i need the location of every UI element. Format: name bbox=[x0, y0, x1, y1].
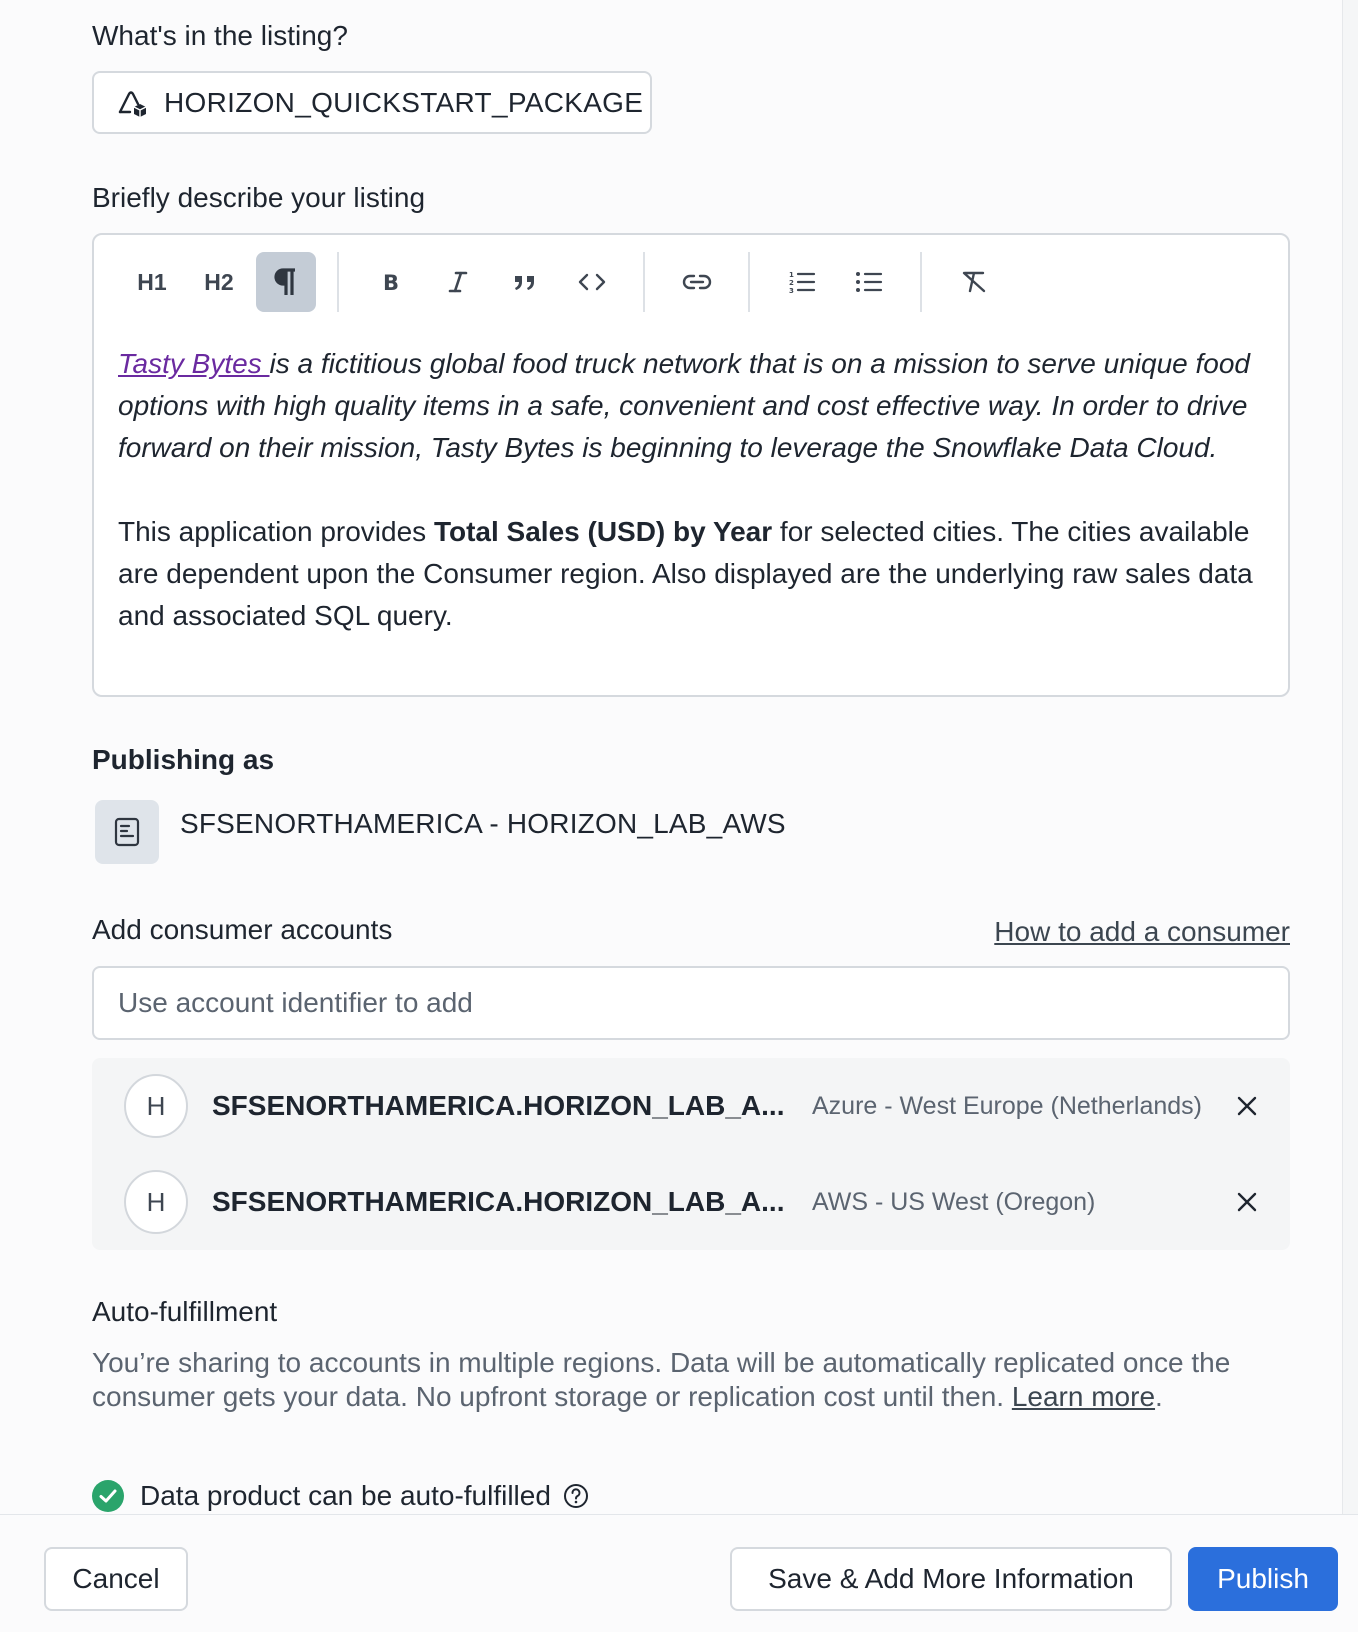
svg-text:2: 2 bbox=[789, 279, 794, 287]
clear-format-button[interactable] bbox=[944, 252, 1004, 312]
account-identifier-input[interactable] bbox=[92, 966, 1290, 1040]
listing-contents-label: What's in the listing? bbox=[92, 20, 348, 51]
clear-format-icon bbox=[961, 270, 987, 294]
paragraph-text: is a fictitious global food truck network that is on a mission to serve unique food options with high quality items in a safe, convenient and cost effective way. In order to drive forward on their mission, Tasty Bytes is beginning to leverage the Snowflake Data Cloud. bbox=[118, 348, 1251, 463]
how-to-add-consumer-link[interactable]: How to add a consumer bbox=[994, 916, 1290, 947]
tasty-bytes-link[interactable]: Tasty Bytes bbox=[118, 348, 270, 379]
code-icon bbox=[578, 272, 606, 292]
close-icon bbox=[1237, 1096, 1257, 1116]
bold-button[interactable] bbox=[361, 252, 421, 312]
svg-text:B: B bbox=[383, 271, 400, 294]
ordered-list-button[interactable] bbox=[772, 252, 832, 312]
bold-text: Total Sales (USD) by Year bbox=[433, 516, 773, 547]
toolbar-divider bbox=[337, 252, 339, 312]
close-icon bbox=[1237, 1192, 1257, 1212]
remove-account-button[interactable] bbox=[1232, 1187, 1262, 1217]
heading2-button[interactable]: H2 bbox=[204, 268, 234, 295]
toolbar-divider bbox=[748, 252, 750, 312]
cancel-button[interactable]: Cancel bbox=[44, 1547, 188, 1611]
pilcrow-icon bbox=[273, 267, 299, 297]
bullet-list-icon bbox=[855, 270, 883, 294]
publish-button[interactable]: Publish bbox=[1188, 1547, 1338, 1611]
publishing-as-label: Publishing as bbox=[92, 744, 275, 775]
editor-toolbar bbox=[122, 251, 1011, 313]
consumer-account-row bbox=[92, 1058, 1290, 1154]
ordered-list-icon bbox=[788, 270, 816, 294]
code-button[interactable] bbox=[562, 252, 622, 312]
publisher-avatar bbox=[95, 800, 159, 864]
account-avatar: H bbox=[124, 1074, 188, 1138]
editor-content[interactable] bbox=[118, 343, 1258, 637]
account-name: SFSENORTHAMERICA.HORIZON_LAB_A... bbox=[212, 1186, 785, 1217]
bold-icon bbox=[380, 270, 402, 294]
bullet-list-button[interactable] bbox=[839, 252, 899, 312]
svg-text:1: 1 bbox=[789, 271, 794, 279]
document-icon bbox=[114, 817, 140, 847]
editor-paragraph-1 bbox=[118, 343, 1258, 469]
description-text: You’re sharing to accounts in multiple regions. Data will be automatically replicated once the consumer gets your data. No upfront storage or replication cost until then. bbox=[92, 1347, 1231, 1412]
description-label: Briefly describe your listing bbox=[92, 182, 426, 213]
quote-icon bbox=[512, 272, 538, 292]
toolbar-divider bbox=[920, 252, 922, 312]
italic-button[interactable] bbox=[428, 252, 488, 312]
publisher-account-name: SFSENORTHAMERICA - HORIZON_LAB_AWS bbox=[180, 808, 786, 839]
toolbar-divider bbox=[643, 252, 645, 312]
consumer-accounts-label: Add consumer accounts bbox=[92, 914, 393, 945]
period-text: . bbox=[1155, 1381, 1163, 1412]
listing-package-chip[interactable] bbox=[92, 71, 652, 134]
auto-fulfillment-label: Auto-fulfillment bbox=[92, 1296, 278, 1327]
account-region: Azure - West Europe (Netherlands) bbox=[812, 1091, 1202, 1120]
account-region: AWS - US West (Oregon) bbox=[812, 1187, 1096, 1216]
package-icon bbox=[116, 86, 150, 120]
italic-icon bbox=[447, 270, 469, 294]
consumer-account-list bbox=[92, 1058, 1290, 1250]
package-name: HORIZON_QUICKSTART_PACKAGE bbox=[164, 86, 644, 118]
action-footer bbox=[0, 1514, 1358, 1632]
remove-account-button[interactable] bbox=[1232, 1091, 1262, 1121]
editor-paragraph-2 bbox=[118, 511, 1258, 637]
link-icon bbox=[682, 273, 712, 291]
link-button[interactable] bbox=[667, 252, 727, 312]
paragraph-text: for selected cities. The cities available are dependent upon the Consumer region. Also displayed are the underlying raw sales data and associated SQL query. bbox=[118, 516, 1253, 631]
check-circle-icon bbox=[92, 1480, 124, 1512]
status-text: Data product can be auto-fulfilled bbox=[140, 1480, 551, 1511]
scrollbar-track[interactable] bbox=[1342, 0, 1358, 1632]
rich-text-editor[interactable] bbox=[92, 233, 1290, 697]
auto-fulfillment-status bbox=[92, 1480, 589, 1512]
svg-text:3: 3 bbox=[789, 287, 794, 294]
quote-button[interactable] bbox=[495, 252, 555, 312]
paragraph-button[interactable] bbox=[256, 252, 316, 312]
auto-fulfillment-description bbox=[92, 1346, 1290, 1414]
learn-more-link[interactable]: Learn more bbox=[1011, 1381, 1156, 1412]
account-name: SFSENORTHAMERICA.HORIZON_LAB_A... bbox=[212, 1090, 785, 1121]
account-avatar: H bbox=[124, 1170, 188, 1234]
help-circle-icon[interactable] bbox=[563, 1483, 589, 1509]
paragraph-text: This application provides bbox=[118, 516, 434, 547]
save-add-more-button[interactable]: Save & Add More Information bbox=[730, 1547, 1172, 1611]
consumer-account-row bbox=[92, 1154, 1290, 1250]
heading1-button[interactable]: H1 bbox=[137, 268, 167, 295]
